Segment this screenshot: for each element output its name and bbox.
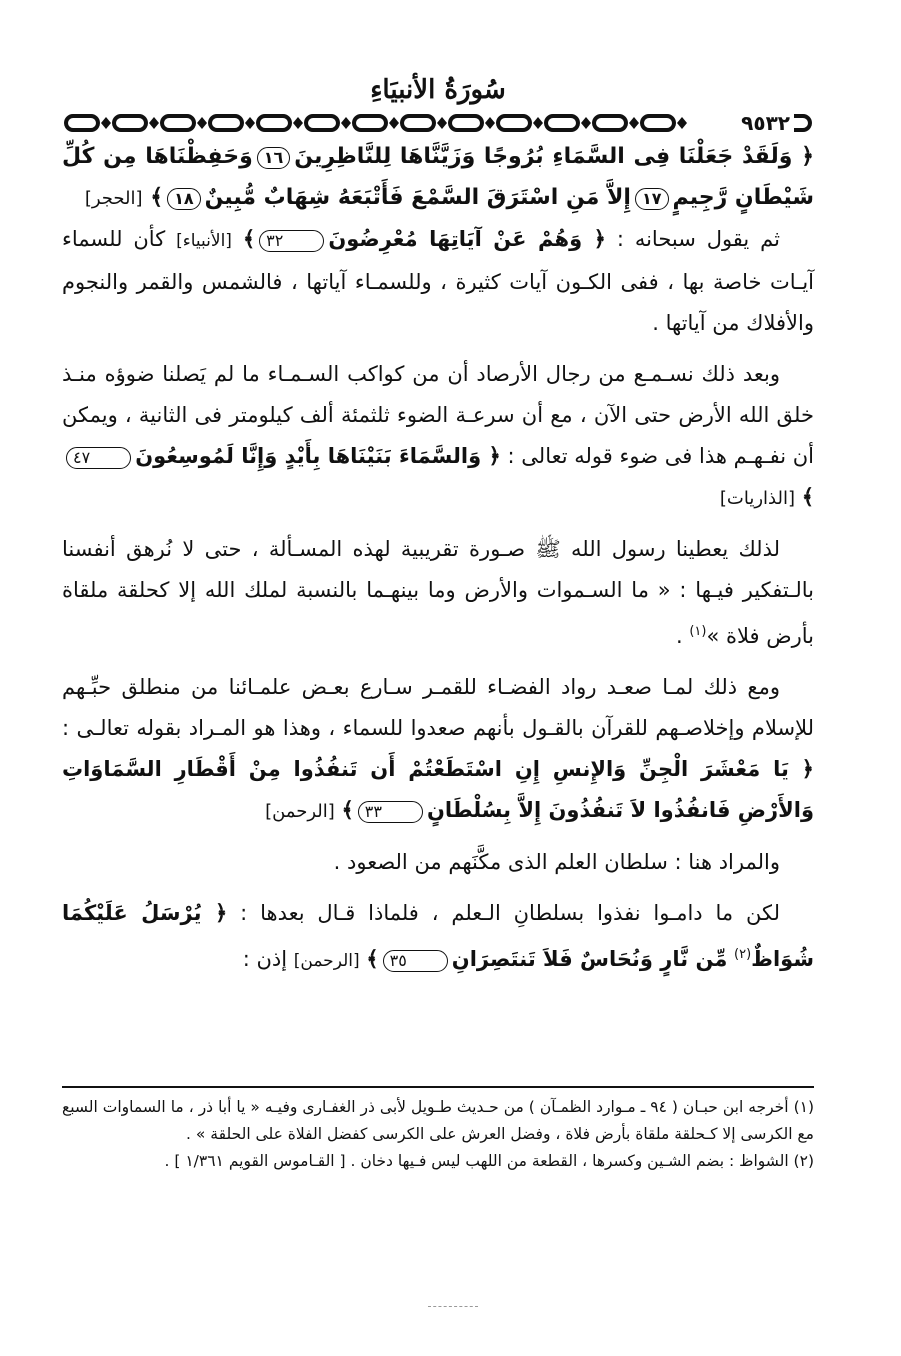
page-number: ٩٥٣٢ — [737, 110, 794, 136]
footnote-2: (٢) الشواظ : بضم الشـين وكسرها ، القطعة من اللهب ليس فـيها دخان . [ القـاموس القويم ١/٣٦١ ] . — [164, 1152, 814, 1170]
surah-title: سُورَةُ الأنبيَاءِ — [370, 75, 506, 105]
footnote-1: (١) أخرجه ابن حبـان ( ٩٤ ـ مـوارد الظمـآن ) من حـديث طـويل لأبى ذر الغفـارى وفيـه « يا أبا ذر ، ما السماوات السبع مع الكرسى إلا كـحلقة ملقاة بأرض فلاة ، وفضل العرش على الكرسى كفضل الفلاة على الحلقة » . — [62, 1098, 815, 1143]
verse-number: ١٧ — [635, 188, 669, 210]
surah-reference: [الذاريات] — [719, 488, 795, 509]
verse-number: ١٨ — [167, 188, 201, 210]
verse-number: ٣٥ — [383, 950, 448, 972]
footnote-marker: (١) — [689, 624, 707, 639]
page-content — [62, 70, 814, 982]
surah-reference: [الأنبياء] — [176, 231, 232, 251]
footnote-divider — [62, 1086, 814, 1088]
verse-number: ٣٣ — [358, 801, 423, 823]
chain-ornament-icon — [62, 112, 814, 134]
surah-reference: [الرحمن] — [265, 801, 335, 822]
paragraph: ثم يقول سبحانه : ﴿ وَهُمْ عَنْ آيَاتِهَا مُعْرِضُونَ٣٢﴾ [الأنبياء] كأن للسماء آيـات خاصة بها ، ففى الكـون آيات كثيرة ، وللسمـاء آياتها ، فالشمس والقمر والنجوم والأفلاك من آياتها . — [62, 227, 814, 335]
verse-number: ١٦ — [257, 147, 291, 169]
footnotes — [62, 1094, 814, 1175]
verse-number: ٣٢ — [259, 230, 324, 252]
paragraph: وبعد ذلك نسـمـع من رجال الأرصاد أن من كواكب السـمـاء ما لم يَصلنا ضوؤه منـذ خلق الله الأرض حتى الآن ، مع أن سرعـة الضوء ثلثمئة ألف كيلومتر فى الثانية ، ويمكن أن نفـهـم هذا فى ضوء قوله تعالى : ﴿ وَالسَّمَاءَ بَنَيْنَاهَا بِأَيْدٍ وَإِنَّا لَمُوسِعُونَ٤٧﴾ [الذاريات] — [62, 362, 815, 509]
surah-reference: [الرحمن] — [293, 951, 360, 971]
paragraph: لكن ما دامـوا نفذوا بسلطانِ الـعلم ، فلماذا قـال بعدها : ﴿ يُرْسَلُ عَلَيْكُمَا شُوَاظٌ$^{(٢)}$ مِّن نَّارٍ وَنُحَاسٌ فَلاَ تَنتَصِرَانِ٣٥﴾ [الرحمن] إذن : — [62, 901, 814, 971]
verse-number: ٤٧ — [66, 447, 131, 469]
paragraph: والمراد هنا : سلطان العلم الذى مكَّنَهم من الصعود . — [333, 850, 780, 874]
ornamental-header-border — [62, 110, 814, 136]
quran-verse-hijr: ﴿ وَلَقَدْ جَعَلْنَا فِى السَّمَاءِ بُرُوجًا وَزَيَّنَّاهَا لِلنَّاظِرِينَ١٦وَحَفِظْنَاهَا مِن كُلِّ شَيْطَانٍ رَّجِيمٍ١٧إِلاَّ مَنِ اسْتَرَقَ السَّمْعَ فَأَتْبَعَهُ شِهَابٌ مُّبِينٌ١٨﴾ [الحجر] — [62, 144, 814, 210]
surah-reference: [الحجر] — [84, 188, 143, 209]
paragraph: ومع ذلك لمـا صعـد رواد الفضـاء للقمـر سـارع بعـض علمـائنا من منطلق حبِّـهم للإسلام وإخلاصـهم للقرآن بالقـول بأنهم صعدوا للسماء ، وهذا هو المـراد بقوله تعالـى : ﴿ يَا مَعْشَرَ الْجِنِّ وَالإِنسِ إِنِ اسْتَطَعْتُمْ أَن تَنفُذُوا مِنْ أَقْطَارِ السَّمَاوَاتِ وَالأَرْضِ فَانفُذُوا لاَ تَنفُذُونَ إِلاَّ بِسُلْطَانٍ٣٣﴾ [الرحمن] — [62, 675, 814, 822]
paragraph: لذلك يعطينا رسول الله ﷺ صـورة تقريبية لهذه المسـألة ، حتى لا نُرهق أنفسنا بالـتفكير فيـها : « ما السـموات والأرض وما بينهـما بالنسبة لملك الله إلا كحلقة ملقاة بأرض فلاة »$^{(١)}$ . — [62, 537, 814, 648]
scan-mark — [428, 1306, 478, 1307]
footnote-marker: (٢) — [734, 947, 752, 962]
